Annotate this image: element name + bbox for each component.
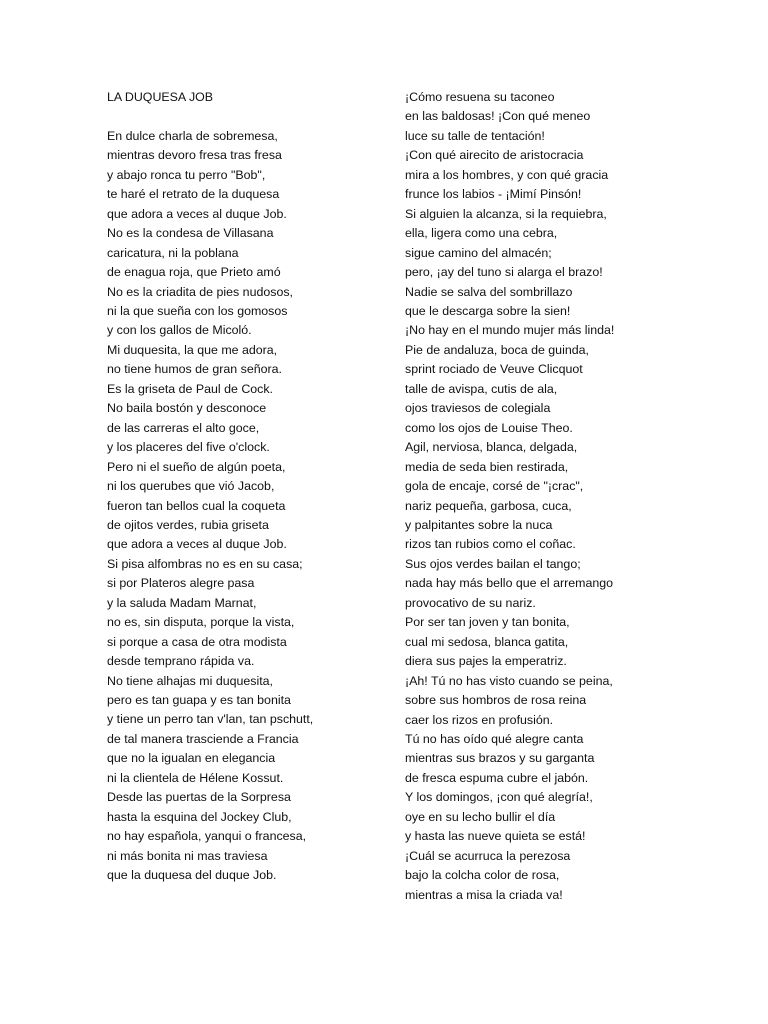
poem-line: mientras devoro fresa tras fresa — [107, 148, 282, 163]
poem-line: No es la condesa de Villasana — [107, 226, 274, 241]
poem-line: nada hay más bello que el arremango — [405, 576, 614, 591]
poem-line: cual mi sedosa, blanca gatita, — [405, 634, 569, 649]
poem-line: oye en su lecho bullir el día — [405, 809, 556, 824]
poem-line: fueron tan bellos cual la coqueta — [107, 498, 286, 513]
poem-line: mientras a misa la criada va! — [405, 887, 563, 902]
poem-line: sprint rociado de Veuve Clicquot — [405, 362, 583, 377]
poem-line: en las baldosas! ¡Con qué meneo — [405, 109, 591, 124]
poem-line: Si alguien la alcanza, si la requiebra, — [405, 206, 607, 221]
poem-line: y palpitantes sobre la nuca — [405, 517, 553, 532]
poem-line: te haré el retrato de la duquesa — [107, 187, 280, 202]
left-column — [107, 88, 377, 886]
poem-line: que adora a veces al duque Job. — [107, 206, 287, 221]
poem-line: ella, ligera como una cebra, — [405, 226, 558, 241]
poem-line: ¡Cuál se acurruca la perezosa — [405, 848, 571, 863]
poem-line: ¡Ah! Tú no has visto cuando se peina, — [405, 673, 613, 688]
poem-line: que le descarga sobre la sien! — [405, 303, 571, 318]
poem-line: talle de avispa, cutis de ala, — [405, 381, 558, 396]
poem-line: sobre sus hombros de rosa reina — [405, 693, 587, 708]
poem-line: no es, sin disputa, porque la vista, — [107, 615, 295, 630]
poem-line: nariz pequeña, garbosa, cuca, — [405, 498, 572, 513]
poem-line: Tú no has oído qué alegre canta — [405, 731, 584, 746]
left-stanza — [107, 127, 377, 886]
poem-line: bajo la colcha color de rosa, — [405, 868, 560, 883]
poem-line: caricatura, ni la poblana — [107, 245, 239, 260]
poem-line: ni la que sueña con los gomosos — [107, 303, 288, 318]
poem-line: y hasta las nueve quieta se está! — [405, 829, 586, 844]
poem-line: gola de encaje, corsé de "¡crac", — [405, 479, 584, 494]
poem-line: y con los gallos de Micoló. — [107, 323, 252, 338]
poem-line: En dulce charla de sobremesa, — [107, 128, 278, 143]
poem-line: no tiene humos de gran señora. — [107, 362, 282, 377]
poem-line: pero es tan guapa y es tan bonita — [107, 693, 291, 708]
poem-line: Si pisa alfombras no es en su casa; — [107, 556, 303, 571]
poem-line: luce su talle de tentación! — [405, 128, 545, 143]
poem-line: ojos traviesos de colegiala — [405, 401, 551, 416]
poem-line: Pero ni el sueño de algún poeta, — [107, 459, 286, 474]
poem-line: Sus ojos verdes bailan el tango; — [405, 556, 581, 571]
poem-line: y los placeres del five o'clock. — [107, 440, 270, 455]
poem-line: provocativo de su nariz. — [405, 595, 536, 610]
poem-line: como los ojos de Louise Theo. — [405, 420, 573, 435]
poem-line: Desde las puertas de la Sorpresa — [107, 790, 291, 805]
poem-line: de las carreras el alto goce, — [107, 420, 260, 435]
right-stanza — [405, 88, 705, 905]
poem-line: y tiene un perro tan v'lan, tan pschutt, — [107, 712, 314, 727]
poem-line: No es la criadita de pies nudosos, — [107, 284, 293, 299]
poem-line: y abajo ronca tu perro "Bob", — [107, 167, 266, 182]
poem-line: Agil, nerviosa, blanca, delgada, — [405, 440, 578, 455]
poem-line: Es la griseta de Paul de Cock. — [107, 381, 273, 396]
poem-line: rizos tan rubios como el coñac. — [405, 537, 576, 552]
poem-line: mientras sus brazos y su garganta — [405, 751, 595, 766]
poem-line: ni la clientela de Hélene Kossut. — [107, 770, 284, 785]
poem-line: que no la igualan en elegancia — [107, 751, 276, 766]
poem-line: Nadie se salva del sombrillazo — [405, 284, 573, 299]
poem-line: de tal manera trasciende a Francia — [107, 731, 299, 746]
poem-line: No baila bostón y desconoce — [107, 401, 267, 416]
poem-line: ¡No hay en el mundo mujer más linda! — [405, 323, 615, 338]
poem-line: que la duquesa del duque Job. — [107, 868, 277, 883]
poem-line: hasta la esquina del Jockey Club, — [107, 809, 292, 824]
poem-line: caer los rizos en profusión. — [405, 712, 554, 727]
poem-line: Pie de andaluza, boca de guinda, — [405, 342, 589, 357]
poem-line: Y los domingos, ¡con qué alegría!, — [405, 790, 593, 805]
poem-line: media de seda bien restirada, — [405, 459, 569, 474]
poem-line: Mi duquesita, la que me adora, — [107, 342, 278, 357]
poem-line: de enagua roja, que Prieto amó — [107, 265, 281, 280]
poem-line: de fresca espuma cubre el jabón. — [405, 770, 589, 785]
poem-line: diera sus pajes la emperatriz. — [405, 654, 567, 669]
poem-line: y la saluda Madam Marnat, — [107, 595, 257, 610]
poem-line: pero, ¡ay del tuno si alarga el brazo! — [405, 265, 603, 280]
poem-line: de ojitos verdes, rubia griseta — [107, 517, 269, 532]
poem-line: No tiene alhajas mi duquesita, — [107, 673, 273, 688]
right-column — [405, 88, 705, 905]
poem-line: que adora a veces al duque Job. — [107, 537, 287, 552]
poem-line: si por Plateros alegre pasa — [107, 576, 255, 591]
poem-line: Por ser tan joven y tan bonita, — [405, 615, 570, 630]
poem-line: si porque a casa de otra modista — [107, 634, 287, 649]
poem-line: ¡Cómo resuena su taconeo — [405, 90, 555, 104]
poem-line: desde temprano rápida va. — [107, 654, 255, 669]
poem-title: LA DUQUESA JOB — [107, 90, 214, 104]
poem-line: ¡Con qué airecito de aristocracia — [405, 148, 584, 163]
poem-line: ni los querubes que vió Jacob, — [107, 479, 275, 494]
poem-line: ni más bonita ni mas traviesa — [107, 848, 268, 863]
poem-line: mira a los hombres, y con qué gracia — [405, 167, 609, 182]
poem-line: sigue camino del almacén; — [405, 245, 552, 260]
poem-line: frunce los labios - ¡Mimí Pinsón! — [405, 187, 582, 202]
poem-line: no hay española, yanqui o francesa, — [107, 829, 307, 844]
